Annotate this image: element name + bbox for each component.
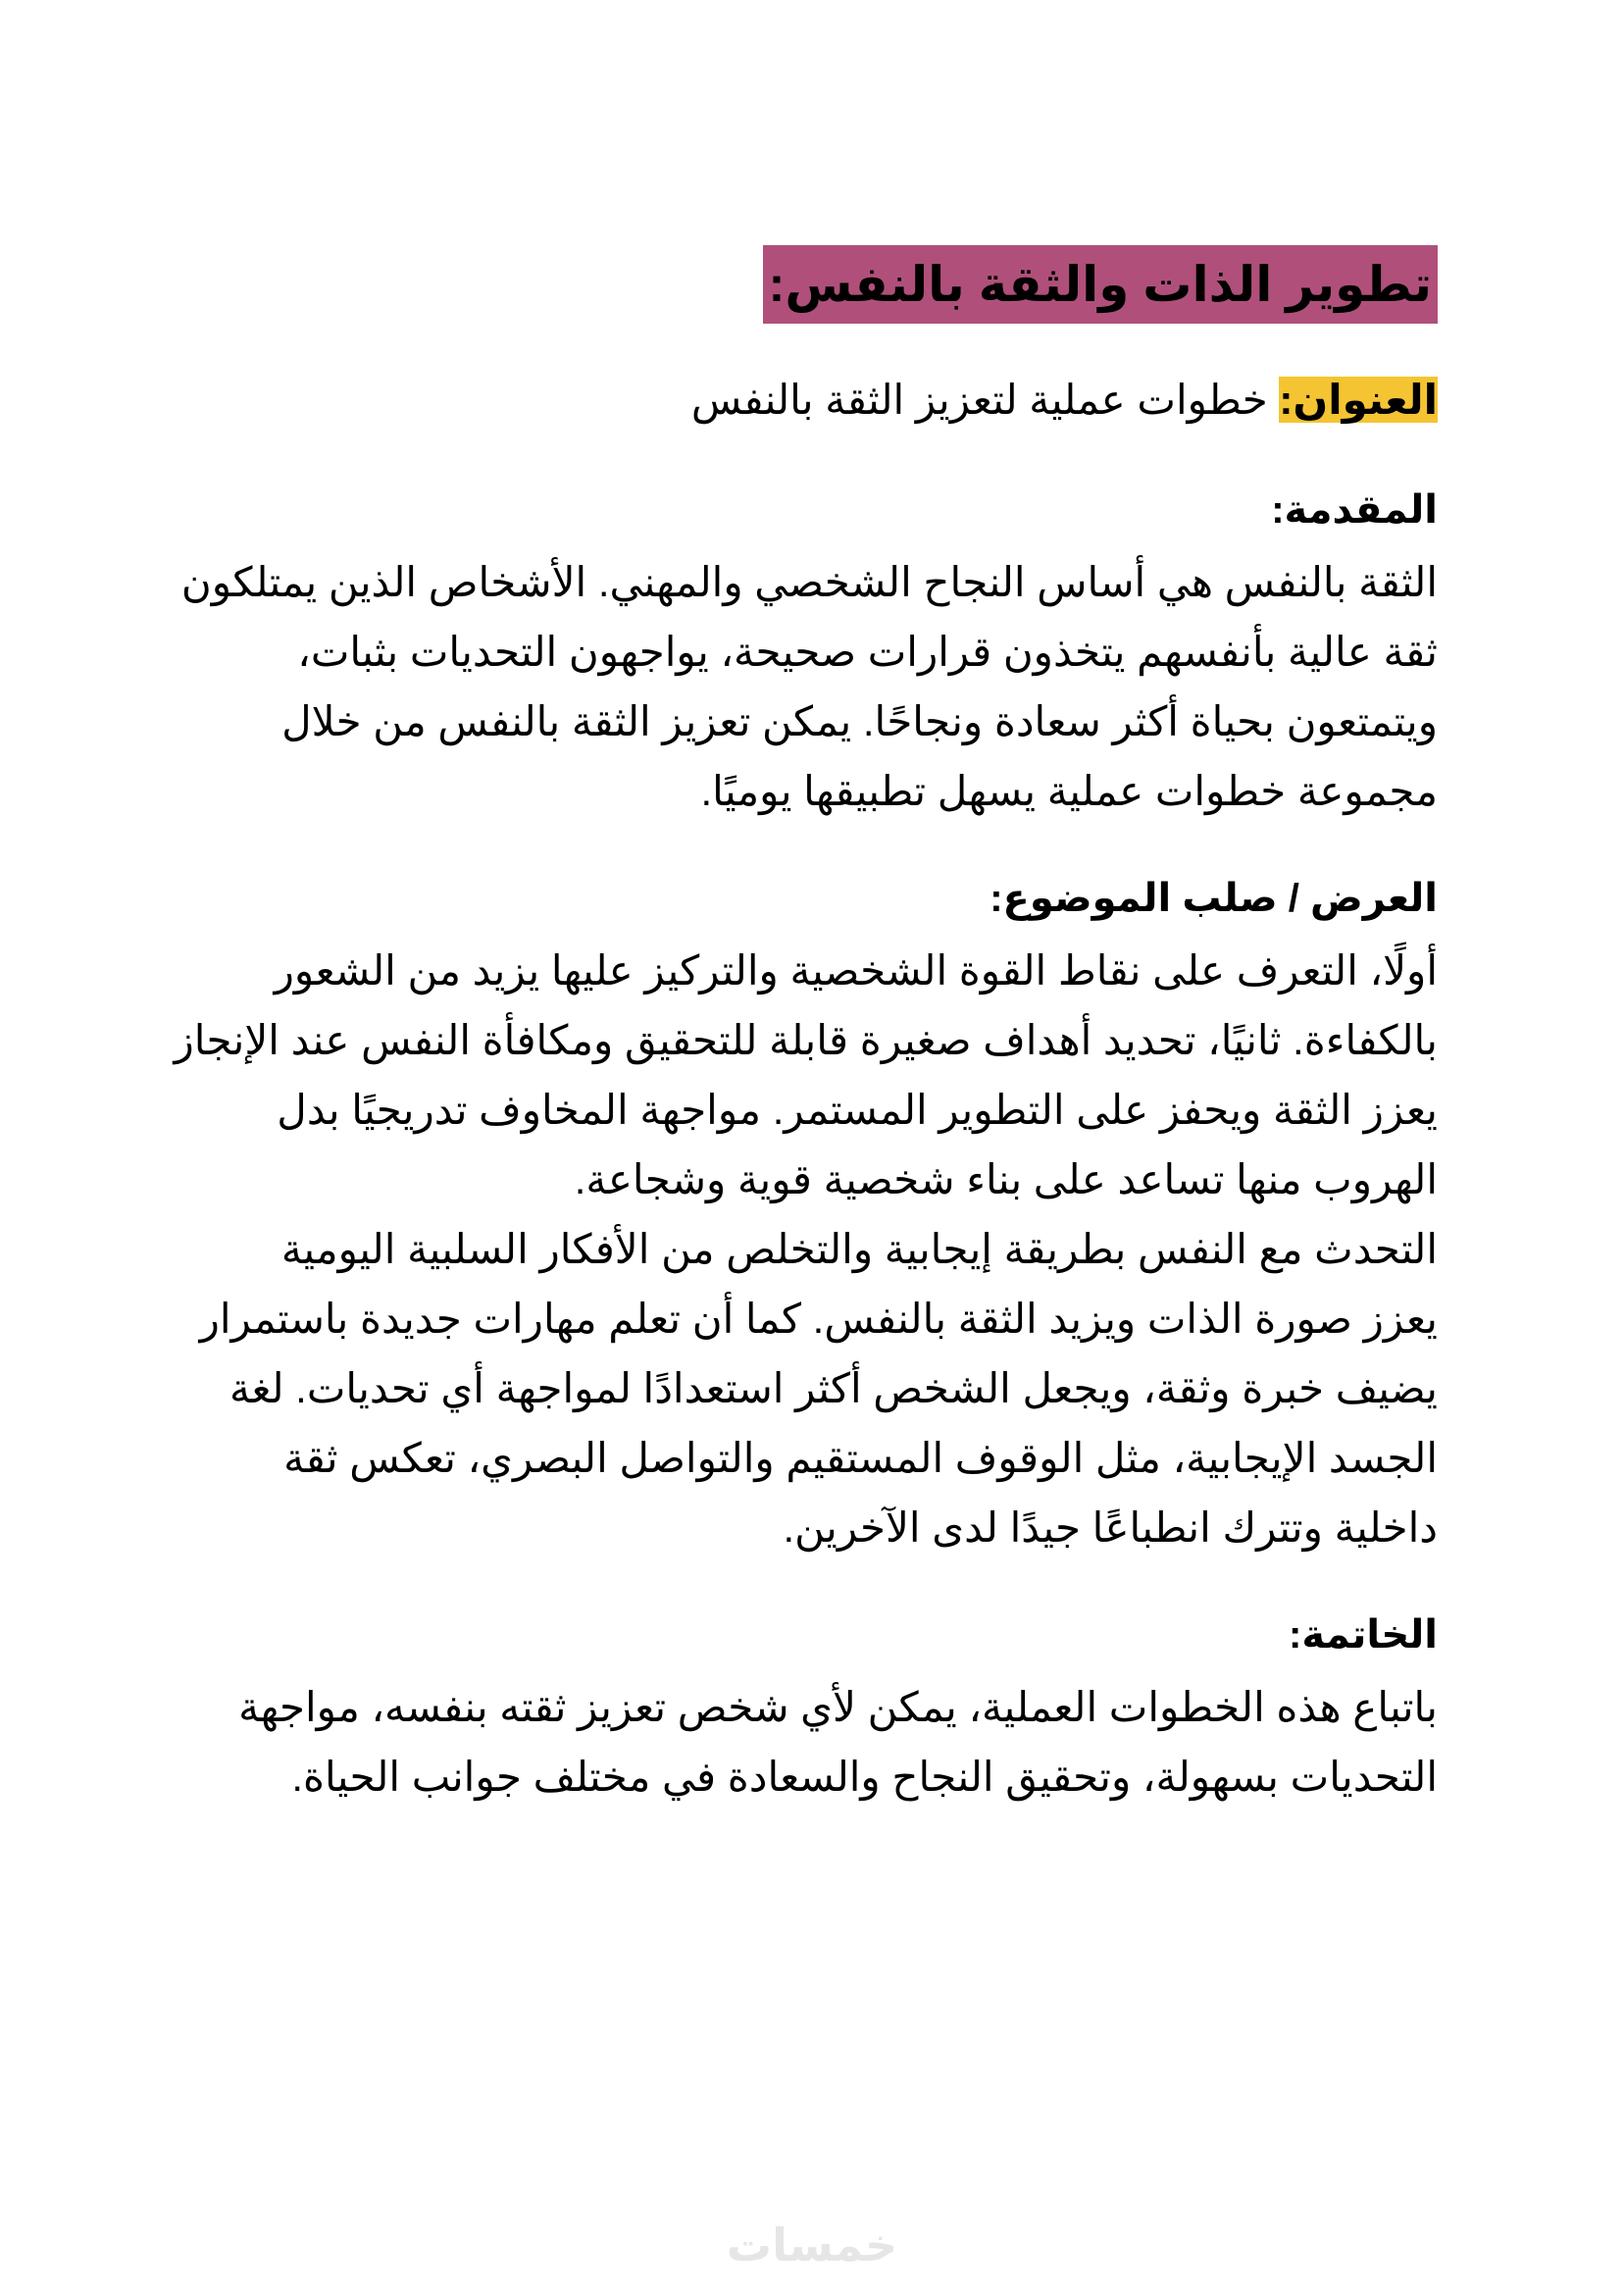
body-heading: العرض / صلب الموضوع: [990, 877, 1438, 920]
body-line: التحدث مع النفس بطريقة إيجابية والتخلص من الأفكار السلبية اليومية [280, 1226, 1438, 1272]
intro-line: ويتمتعون بحياة أكثر سعادة ونجاحًا. يمكن تعزيز الثقة بالنفس من خلال [281, 698, 1438, 744]
body-line: يعزز صورة الذات ويزيد الثقة بالنفس. كما أن تعلم مهارات جديدة باستمرار [199, 1296, 1438, 1342]
body-line: داخلية وتترك انطباعًا جيدًا لدى الآخرين. [783, 1504, 1438, 1551]
intro-paragraph [180, 547, 1438, 826]
title-label: العنوان: [1279, 377, 1438, 423]
conclusion-heading: الخاتمة: [1289, 1613, 1438, 1657]
conclusion-paragraph [186, 1672, 1438, 1811]
conclusion-line: التحديات بسهولة، وتحقيق النجاح والسعادة في مختلف جوانب الحياة. [291, 1754, 1438, 1800]
conclusion-line: باتباع هذه الخطوات العملية، يمكن لأي شخص تعزيز ثقته بنفسه، مواجهة [238, 1684, 1438, 1730]
title-text: خطوات عملية لتعزيز الثقة بالنفس [690, 377, 1268, 423]
body-line: بالكفاءة. ثانيًا، تحديد أهداف صغيرة قابلة للتحقيق ومكافأة النفس عند الإنجاز [174, 1017, 1438, 1063]
watermark-logo: خمسات [726, 2219, 898, 2270]
main-title-block [763, 245, 1438, 324]
body-line: يعزز الثقة ويحفز على التطوير المستمر. مواجهة المخاوف تدريجيًا بدل [277, 1087, 1438, 1133]
body-line: يضيف خبرة وثقة، ويجعل الشخص أكثر استعدادًا لمواجهة أي تحديات. لغة [228, 1365, 1438, 1411]
document-content [174, 363, 1438, 1811]
intro-line: مجموعة خطوات عملية يسهل تطبيقها يوميًا. [700, 768, 1438, 814]
body-line: أولًا، التعرف على نقاط القوة الشخصية والتركيز عليها يزيد من الشعور [274, 947, 1438, 994]
body-line: الجسد الإيجابية، مثل الوقوف المستقيم والتواصل البصري، تعكس ثقة [283, 1435, 1438, 1481]
intro-line: ثقة عالية بأنفسهم يتخذون قرارات صحيحة، يواجهون التحديات بثبات، [297, 629, 1438, 675]
body-paragraph [174, 936, 1438, 1562]
main-title: تطوير الذات والثقة بالنفس: [763, 245, 1438, 324]
intro-line: الثقة بالنفس هي أساس النجاح الشخصي والمهني. الأشخاص الذين يمتلكون [180, 559, 1438, 605]
title-line [186, 363, 1438, 437]
body-line: الهروب منها تساعد على بناء شخصية قوية وشجاعة. [574, 1156, 1438, 1202]
intro-heading: المقدمة: [1271, 488, 1438, 532]
